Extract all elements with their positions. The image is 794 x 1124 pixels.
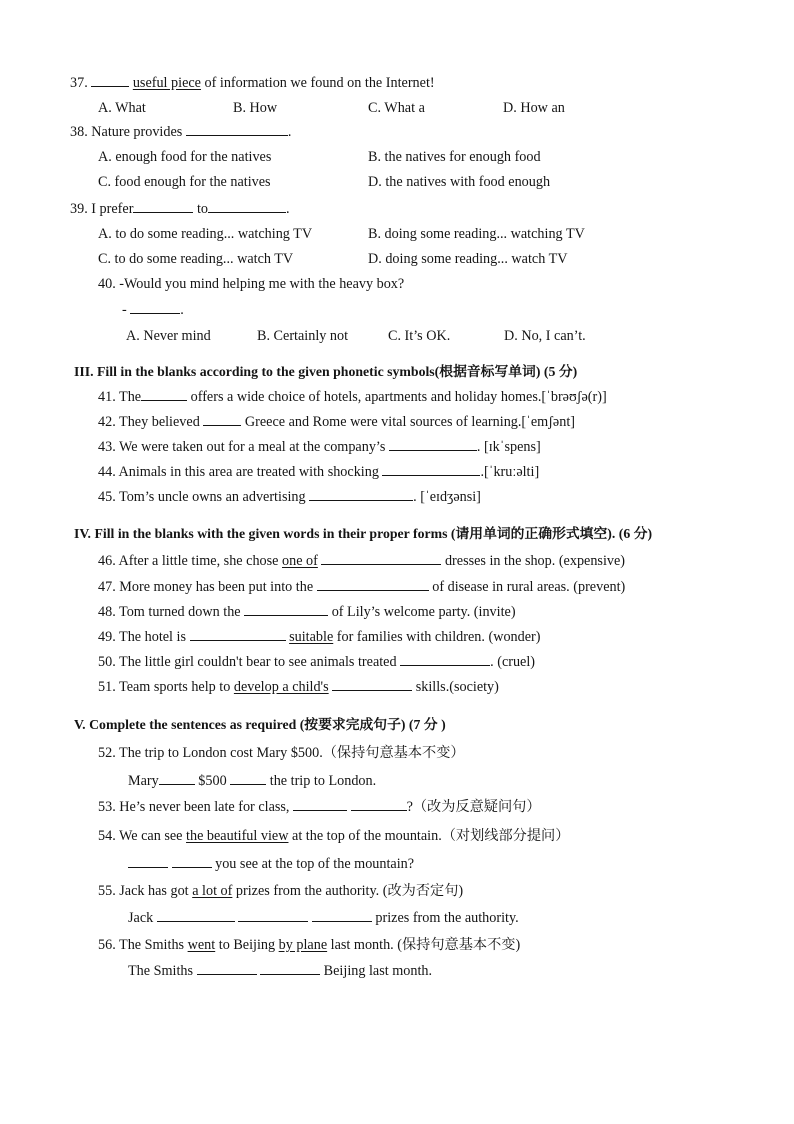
question-50: 50. The little girl couldn't bear to see animals treated . (cruel) <box>98 654 536 670</box>
option-d: D. doing some reading... watch TV <box>368 251 568 267</box>
question-number: 37. <box>70 75 88 91</box>
question-46: 46. After a little time, she chose one of dresses in the shop. (expensive) <box>98 553 626 569</box>
option-a: A. Never mind <box>126 328 211 344</box>
answer-blank[interactable] <box>400 653 490 666</box>
question-number: 49. <box>98 629 116 645</box>
underlined-phrase: a lot of <box>192 883 233 899</box>
answer-blank[interactable] <box>309 488 413 501</box>
question-number: 41. <box>98 389 116 405</box>
answer-blank[interactable] <box>157 909 235 922</box>
question-49: 49. The hotel is suitable for families with children. (wonder) <box>98 629 541 645</box>
answer-blank[interactable] <box>197 962 257 975</box>
question-55-answer-line: Jack prizes from the authority. <box>128 910 519 926</box>
question-number: 45. <box>98 489 116 505</box>
answer-blank[interactable] <box>321 552 441 565</box>
option-c: C. What a <box>368 100 425 116</box>
question-56: 56. The Smiths went to Beijing by plane last month. (保持句意基本不变) <box>98 937 521 953</box>
question-43: 43. We were taken out for a meal at the company’s . [ɪkˈspens] <box>98 439 541 455</box>
question-number: 47. <box>98 579 116 595</box>
underlined-phrase: the beautiful view <box>186 828 289 844</box>
question-number: 53. <box>98 799 116 815</box>
underlined-phrase: one of <box>282 553 318 569</box>
option-b: B. How <box>233 100 278 116</box>
option-b: B. the natives for enough food <box>368 149 541 165</box>
question-47: 47. More money has been put into the of disease in rural areas. (prevent) <box>98 579 626 595</box>
answer-blank[interactable] <box>293 798 347 811</box>
answer-blank[interactable] <box>159 772 195 785</box>
option-b: B. Certainly not <box>257 328 349 344</box>
question-42: 42. They believed Greece and Rome were vital sources of learning.[ˈemʃənt] <box>98 414 575 430</box>
option-b: B. doing some reading... watching TV <box>368 226 585 242</box>
answer-blank[interactable] <box>186 123 288 136</box>
answer-blank[interactable] <box>230 772 266 785</box>
answer-blank[interactable] <box>91 74 129 87</box>
question-44: 44. Animals in this area are treated with shocking .[ˈkruːəlti] <box>98 464 540 480</box>
section-5-heading: V. Complete the sentences as required (按要求完成句子) (7 分 ) <box>74 717 446 732</box>
answer-blank[interactable] <box>389 438 477 451</box>
answer-blank[interactable] <box>141 388 187 401</box>
answer-blank[interactable] <box>172 855 212 868</box>
answer-blank[interactable] <box>208 200 286 213</box>
question-number: 54. <box>98 828 116 844</box>
question-39: 39. I prefer to . <box>70 201 290 217</box>
answer-blank[interactable] <box>203 413 241 426</box>
question-52: 52. The trip to London cost Mary $500.（保持句意基本不变） <box>98 745 465 761</box>
answer-blank[interactable] <box>238 909 308 922</box>
option-d: D. the natives with food enough <box>368 174 551 190</box>
answer-blank[interactable] <box>382 463 480 476</box>
question-number: 51. <box>98 679 116 695</box>
option-a: A. What <box>98 100 146 116</box>
question-55: 55. Jack has got a lot of prizes from the authority. (改为否定句) <box>98 883 464 899</box>
question-number: 46. <box>98 553 116 569</box>
question-48: 48. Tom turned down the of Lily’s welcome party. (invite) <box>98 604 516 620</box>
question-number: 42. <box>98 414 116 430</box>
answer-blank[interactable] <box>351 798 407 811</box>
answer-blank[interactable] <box>190 628 286 641</box>
underlined-phrase: useful piece <box>132 75 201 91</box>
section-3-heading: III. Fill in the blanks according to the given phonetic symbols(根据音标写单词) (5 分) <box>74 364 578 379</box>
answer-blank[interactable] <box>130 301 180 314</box>
answer-blank[interactable] <box>332 678 412 691</box>
question-number: 48. <box>98 604 116 620</box>
question-number: 43. <box>98 439 116 455</box>
option-c: C. to do some reading... watch TV <box>98 251 294 267</box>
option-a: A. to do some reading... watching TV <box>98 226 313 242</box>
option-c: C. It’s OK. <box>388 328 451 344</box>
answer-blank[interactable] <box>260 962 320 975</box>
question-52-answer-line: Mary $500 the trip to London. <box>128 773 377 789</box>
answer-blank[interactable] <box>244 603 328 616</box>
option-d: D. No, I can’t. <box>504 328 586 344</box>
underlined-phrase: develop a child's <box>233 679 329 695</box>
underlined-phrase: went <box>187 937 216 953</box>
option-d: D. How an <box>503 100 565 116</box>
question-37: 37. useful piece of information we found on the Internet! <box>70 75 435 91</box>
option-c: C. food enough for the natives <box>98 174 271 190</box>
question-54-answer-line: you see at the top of the mountain? <box>128 855 414 873</box>
question-38: 38. Nature provides . <box>70 124 292 140</box>
question-40: 40. -Would you mind helping me with the heavy box? <box>98 276 405 292</box>
question-41: 41. The offers a wide choice of hotels, apartments and holiday homes.[ˈbrəʊʃə(r)] <box>98 389 607 405</box>
option-a: A. enough food for the natives <box>98 149 272 165</box>
question-number: 50. <box>98 654 116 670</box>
answer-blank[interactable] <box>312 909 372 922</box>
question-number: 56. <box>98 937 116 953</box>
underlined-phrase: by plane <box>278 937 328 953</box>
question-56-answer-line: The Smiths Beijing last month. <box>128 963 433 979</box>
answer-blank[interactable] <box>133 200 193 213</box>
underlined-phrase: suitable <box>289 629 334 645</box>
question-45: 45. Tom’s uncle owns an advertising . [ˈeɪdʒənsi] <box>98 489 481 505</box>
question-number: 55. <box>98 883 116 899</box>
answer-blank[interactable] <box>128 855 168 868</box>
question-54: 54. We can see the beautiful view at the top of the mountain.（对划线部分提问） <box>98 828 570 844</box>
response-line: - . <box>122 302 184 318</box>
question-51: 51. Team sports help to develop a child's skills.(society) <box>98 679 499 695</box>
question-number: 44. <box>98 464 116 480</box>
section-4-heading: IV. Fill in the blanks with the given words in their proper forms (请用单词的正确形式填空). (6 分) <box>74 526 653 541</box>
question-53: 53. He’s never been late for class, ?（改为反意疑问句） <box>98 799 541 815</box>
question-number: 52. <box>98 745 116 761</box>
answer-blank[interactable] <box>317 578 429 591</box>
